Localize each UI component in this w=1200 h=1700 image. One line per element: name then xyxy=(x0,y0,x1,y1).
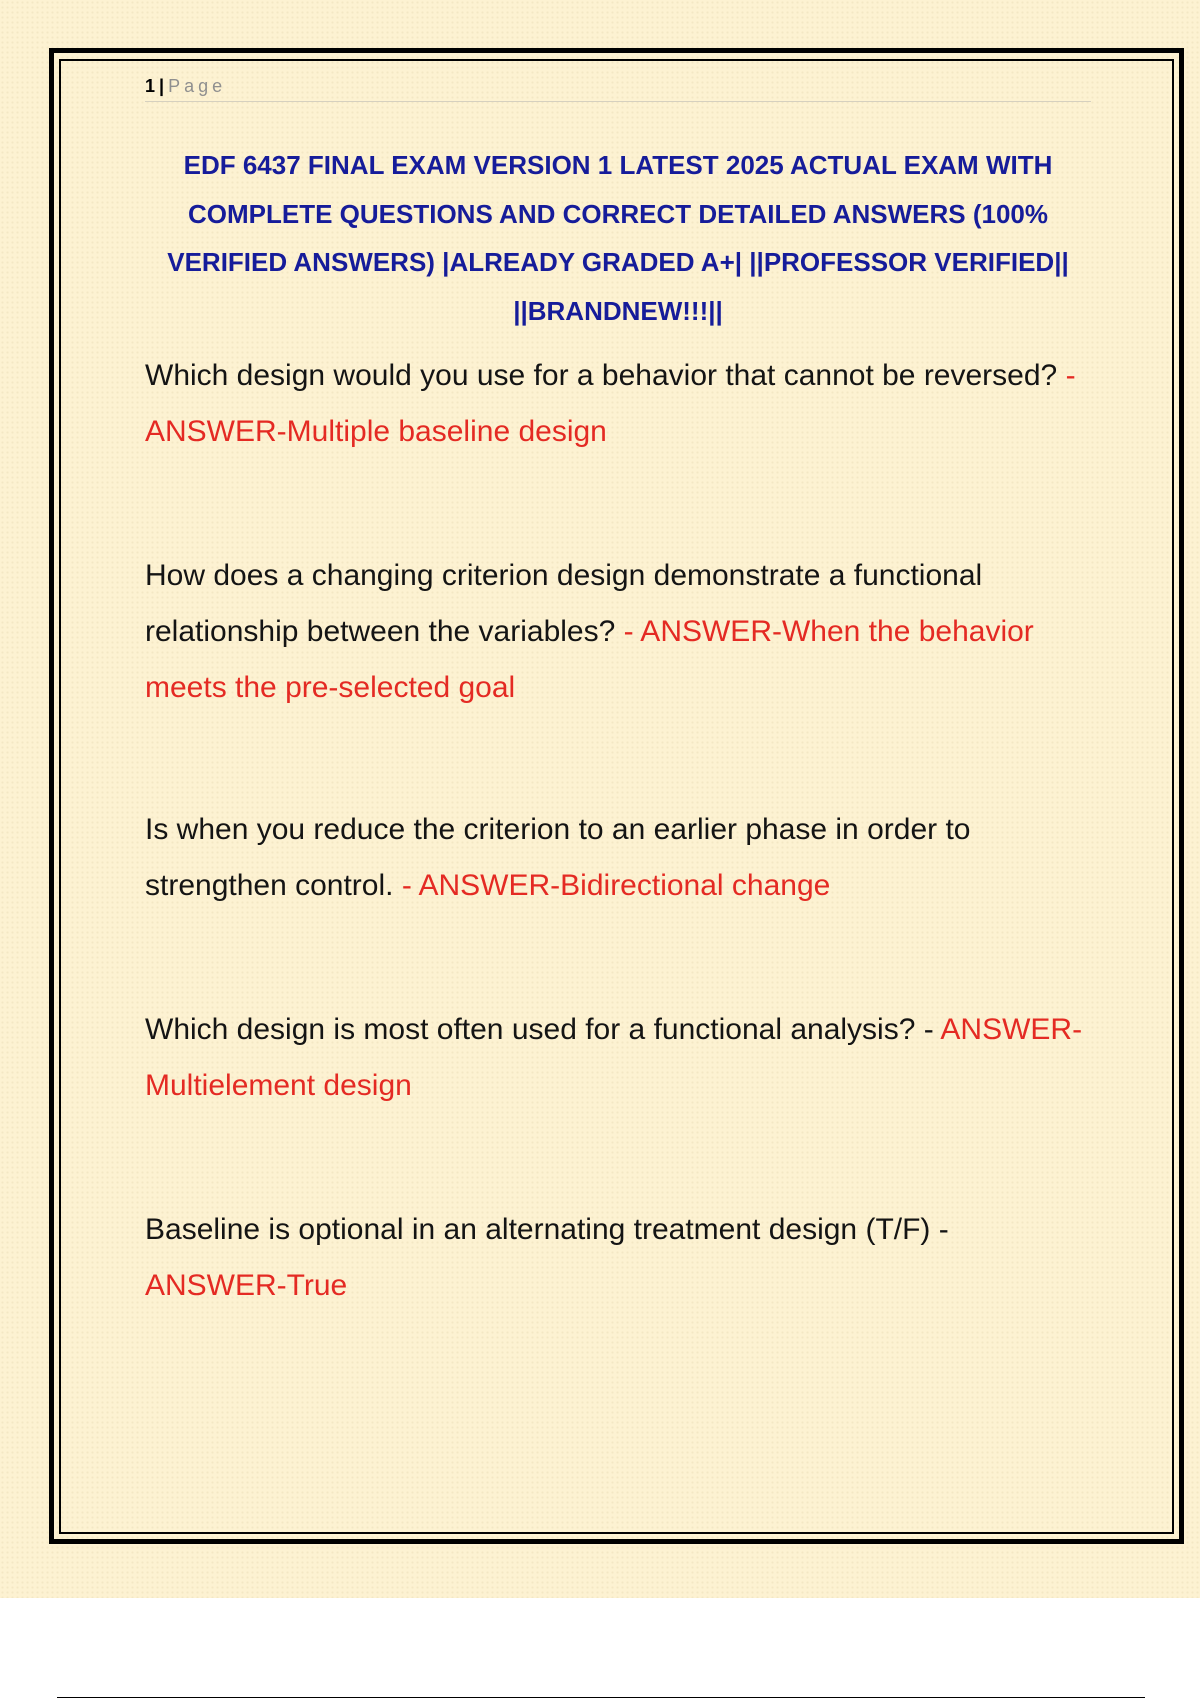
qa-item xyxy=(145,348,1085,460)
question-text: How does a changing criterion design demonstrate a functional relationship between the variables? xyxy=(145,559,983,648)
answer-text: ANSWER-Multielement design xyxy=(145,1013,1083,1102)
qa-item xyxy=(145,802,1085,914)
answer-text: - ANSWER-When the behavior meets the pre-selected goal xyxy=(145,615,1034,704)
qa-item xyxy=(145,1202,1085,1314)
question-text: Which design would you use for a behavior that cannot be reversed? xyxy=(145,359,1066,392)
answer-text: - ANSWER-Multiple baseline design xyxy=(145,359,1076,448)
question-text: Which design is most often used for a functional analysis? - xyxy=(145,1013,941,1046)
answer-text: ANSWER-True xyxy=(145,1269,348,1302)
qa-item xyxy=(145,1002,1085,1114)
footer-divider xyxy=(57,1697,1145,1698)
page-header xyxy=(145,74,1091,102)
document-title: EDF 6437 FINAL EXAM VERSION 1 LATEST 2025 ACTUAL EXAM WITH COMPLETE QUESTIONS AND CORRECT DETAILED ANSWERS (100% VERIFIED ANSWERS) |ALREADY GRADED A+| ||PROFESSOR VERIFIED|| ||BRANDNEW!!!|| xyxy=(167,150,1069,326)
page-number: 1 xyxy=(145,76,156,96)
qa-item xyxy=(145,548,1085,716)
question-text: Is when you reduce the criterion to an earlier phase in order to strengthen control. xyxy=(145,813,971,902)
page-label: Page xyxy=(168,76,227,96)
question-text: Baseline is optional in an alternating treatment design (T/F) - xyxy=(145,1213,949,1246)
header-separator: | xyxy=(159,76,165,96)
answer-text: - ANSWER-Bidirectional change xyxy=(401,869,831,902)
